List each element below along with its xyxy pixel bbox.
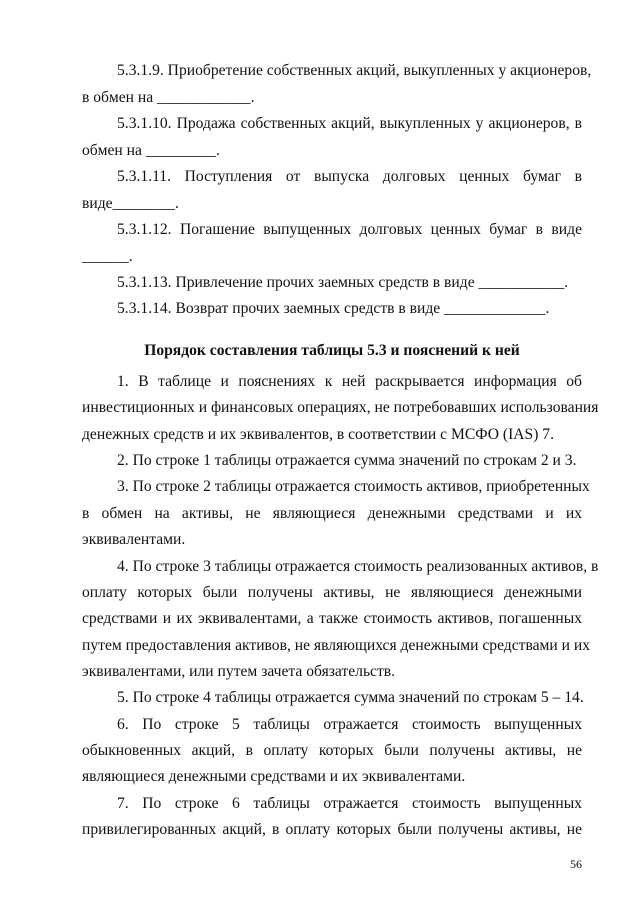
paragraph-7-line: привилегированных акций, в оплату которых были получены активы, не xyxy=(82,821,582,838)
page-number: 56 xyxy=(570,857,582,871)
item-5-3-1-11: 5.3.1.11. Поступления от выпуска долговых ценных бумаг в xyxy=(117,168,582,185)
paragraph-6-line: обыкновенных акций, в оплату которых были получены активы, не xyxy=(82,742,582,759)
paragraph-4-line: оплату которых были получены активы, не являющиеся денежными xyxy=(82,584,582,601)
item-5-3-1-11-cont: виде________. xyxy=(82,195,179,212)
item-5-3-1-9: 5.3.1.9. Приобретение собственных акций, выкупленных у акционеров, xyxy=(117,62,592,79)
item-5-3-1-12-cont: ______. xyxy=(82,248,133,265)
paragraph-3-line: в обмен на активы, не являющиеся денежными средствами и их xyxy=(82,505,582,522)
section-heading: Порядок составления таблицы 5.3 и пояснений к ней xyxy=(144,342,520,359)
paragraph-4-line: средствами и их эквивалентами, а также стоимость активов, погашенных xyxy=(82,610,582,627)
paragraph-4-line: 4. По строке 3 таблицы отражается стоимость реализованных активов, в xyxy=(117,558,599,575)
paragraph-1-line: инвестиционных и финансовых операциях, не потребовавших использования xyxy=(82,399,599,416)
paragraph-6-line: являющиеся денежными средствами и их эквивалентами. xyxy=(82,768,466,785)
item-5-3-1-12: 5.3.1.12. Погашение выпущенных долговых ценных бумаг в виде xyxy=(117,221,582,238)
item-5-3-1-14: 5.3.1.14. Возврат прочих заемных средств в виде _____________. xyxy=(117,300,550,317)
item-5-3-1-13: 5.3.1.13. Привлечение прочих заемных средств в виде ___________. xyxy=(117,274,569,291)
paragraph-6-line: 6. По строке 5 таблицы отражается стоимость выпущенных xyxy=(117,716,582,733)
paragraph-3-line: эквивалентами. xyxy=(82,531,186,548)
paragraph-7-line: 7. По строке 6 таблицы отражается стоимость выпущенных xyxy=(117,795,582,812)
paragraph-1-line: 1. В таблице и пояснениях к ней раскрывается информация об xyxy=(117,373,582,390)
item-5-3-1-10-cont: обмен на _________. xyxy=(82,142,220,159)
paragraph-5-line: 5. По строке 4 таблицы отражается сумма значений по строкам 5 – 14. xyxy=(117,689,584,706)
item-5-3-1-10: 5.3.1.10. Продажа собственных акций, выкупленных у акционеров, в xyxy=(117,115,582,132)
paragraph-3-line: 3. По строке 2 таблицы отражается стоимость активов, приобретенных xyxy=(117,478,590,495)
paragraph-1-line: денежных средств и их эквивалентов, в соответствии с МСФО (IAS) 7. xyxy=(82,426,555,443)
paragraph-4-line: путем предоставления активов, не являющихся денежными средствами и их xyxy=(82,637,591,654)
paragraph-4-line: эквивалентами, или путем зачета обязательств. xyxy=(82,663,396,680)
paragraph-2-line: 2. По строке 1 таблицы отражается сумма значений по строкам 2 и 3. xyxy=(117,452,577,469)
item-5-3-1-9-cont: в обмен на ____________. xyxy=(82,89,255,106)
